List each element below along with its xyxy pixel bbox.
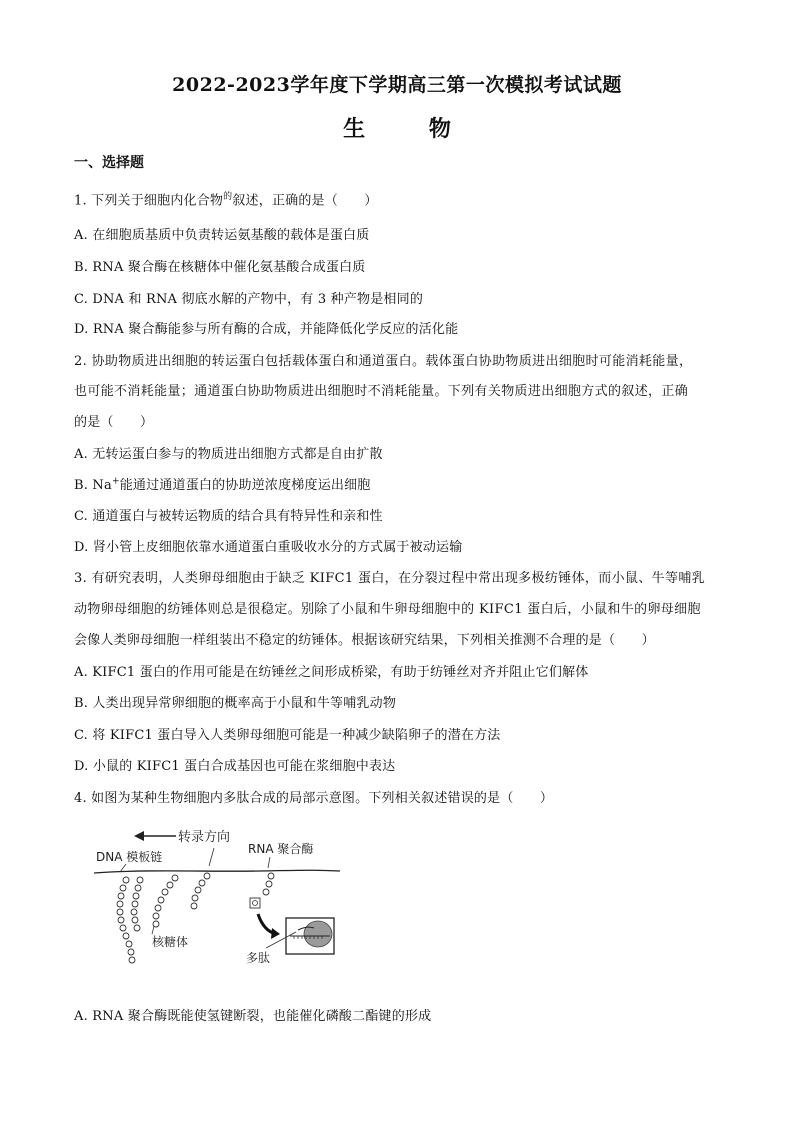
- q3-stem-line3: 会像人类卵母细胞一样组装出不稳定的纺锤体。根据该研究结果，下列相关推测不合理的是（ ）: [74, 633, 655, 648]
- q2-option-a: A. 无转运蛋白参与的物质进出细胞方式都是自由扩散: [74, 447, 383, 462]
- q2-option-b: B. Na+能通过通道蛋白的协助逆浓度梯度运出细胞: [74, 476, 371, 493]
- direction-label: 转录方向: [178, 830, 231, 845]
- q3-option-a: A. KIFC1 蛋白的作用可能是在纺锤丝之间形成桥梁，有助于纺锤丝对齐并阻止它们解体: [74, 665, 589, 680]
- dna-template-label: DNA 模板链: [96, 850, 163, 864]
- dna-strand: [94, 870, 340, 873]
- mrna-ribosome-chains: [117, 873, 274, 963]
- peptide-label: 多肽: [246, 951, 271, 965]
- zoom-source-box: [250, 898, 260, 908]
- ribosome-label: 核糖体: [152, 935, 189, 949]
- q1-option-c: C. DNA 和 RNA 彻底水解的产物中，有 3 种产物是相同的: [74, 292, 424, 307]
- q1-option-b: B. RNA 聚合酶在核糖体中催化氨基酸合成蛋白质: [74, 260, 366, 275]
- subject-title: 生 物: [343, 116, 479, 142]
- q2-stem-line2: 也可能不消耗能量；通道蛋白协助物质进出细胞时不消耗能量。下列有关物质进出细胞方式的叙述，正确: [74, 384, 689, 399]
- q1-stem: 1. 下列关于细胞内化合物$^的$叙述，正确的是（ ）: [74, 192, 378, 209]
- exam-title: 2022-2023学年度下学期高三第一次模拟考试试题: [172, 74, 622, 96]
- q3-option-c: C. 将 KIFC1 蛋白导入人类卵母细胞可能是一种减少缺陷卵子的潜在方法: [74, 728, 501, 743]
- q2-option-c: C. 通道蛋白与被转运物质的结合具有特异性和亲和性: [74, 509, 383, 524]
- q3-stem-line2: 动物卵母细胞的纺锤体则总是很稳定。别除了小鼠和牛卵母细胞中的 KIFC1 蛋白后，小鼠和牛的卵母细胞: [74, 602, 701, 617]
- q4-stem: 4. 如图为某种生物细胞内多肽合成的局部示意图。下列相关叙述错误的是（ ）: [74, 791, 554, 806]
- q3-option-b: B. 人类出现异常卵细胞的概率高于小鼠和牛等哺乳动物: [74, 696, 397, 711]
- q2-stem-line1: 2. 协助物质进出细胞的转运蛋白包括载体蛋白和通道蛋白。载体蛋白协助物质进出细胞时可能消耗能量，: [74, 354, 693, 369]
- section-heading: 一、选择题: [74, 155, 144, 171]
- q2-stem-line3: 的是（ ）: [74, 415, 154, 430]
- q1-option-a: A. 在细胞质基质中负责转运氨基酸的载体是蛋白质: [74, 228, 370, 243]
- q4-option-a: A. RNA 聚合酶既能使氢键断裂，也能催化磷酸二酯键的形成: [74, 1009, 432, 1024]
- q1-superscript: 的: [223, 192, 233, 202]
- rna-polymerase-label: RNA 聚合酶: [248, 842, 314, 856]
- q3-option-d: D. 小鼠的 KIFC1 蛋白合成基因也可能在浆细胞中表达: [74, 759, 396, 774]
- q3-stem-line1: 3. 有研究表明，人类卵母细胞由于缺乏 KIFC1 蛋白，在分裂过程中常出现多极纺锤体，而小鼠、牛等哺乳: [74, 571, 706, 586]
- q1-option-d: D. RNA 聚合酶能参与所有酶的合成，并能降低化学反应的活化能: [74, 322, 459, 337]
- polypeptide-synthesis-diagram: [90, 822, 350, 972]
- transcription-direction-arrow: [134, 831, 176, 841]
- ribosome-shape: [304, 921, 332, 947]
- q2-option-d: D. 肾小管上皮细胞依靠水通道蛋白重吸收水分的方式属于被动运输: [74, 540, 463, 555]
